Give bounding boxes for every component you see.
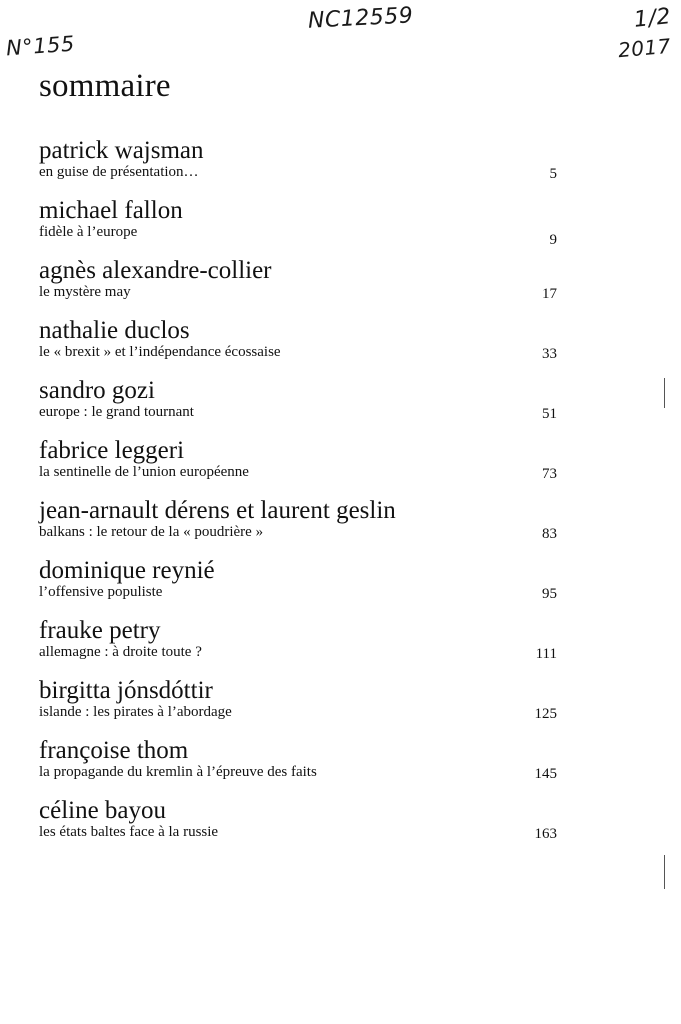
page-title: sommaire [39,68,171,104]
entry-subtitle: la sentinelle de l’union européenne [39,464,249,480]
handwritten-year: 2017 [617,33,672,63]
toc-entry [39,676,557,736]
entry-author: françoise thom [39,737,189,764]
entry-author: frauke petry [39,617,161,644]
entry-author: fabrice leggeri [39,437,185,464]
scan-speck [664,378,665,408]
entry-page-number: 17 [542,286,557,302]
scan-speck [664,855,665,889]
entry-author: sandro gozi [39,377,155,404]
entry-subtitle: allemagne : à droite toute ? [39,644,202,660]
entry-subtitle: europe : le grand tournant [39,404,194,420]
toc-entry [39,556,557,616]
entry-page-number: 163 [534,826,557,842]
entry-author: céline bayou [39,797,167,824]
entry-subtitle: les états baltes face à la russie [39,824,219,840]
toc-entry [39,736,557,796]
toc-entry [39,136,557,196]
toc-entry [39,256,557,316]
entry-page-number: 5 [549,166,557,182]
toc-entry [39,796,557,856]
entry-subtitle: fidèle à l’europe [39,224,138,240]
handwritten-issue-number: N°155 [5,31,76,61]
toc-entry [39,196,557,256]
entry-page-number: 9 [549,232,557,248]
entry-page-number: 83 [542,526,557,542]
entry-author: patrick wajsman [39,137,204,164]
entry-author: jean-arnault dérens et laurent geslin [39,497,396,524]
entry-subtitle: l’offensive populiste [39,584,163,600]
entry-page-number: 51 [542,406,557,422]
entry-subtitle: en guise de présentation… [39,164,199,180]
handwritten-catalog-number: NC12559 [307,3,414,34]
entry-author: nathalie duclos [39,317,190,344]
entry-page-number: 33 [542,346,557,362]
entry-page-number: 73 [542,466,557,482]
entry-author: michael fallon [39,197,183,224]
table-of-contents [39,136,557,856]
entry-author: dominique reynié [39,557,215,584]
entry-author: agnès alexandre-collier [39,257,272,284]
entry-author: birgitta jónsdóttir [39,677,213,704]
entry-page-number: 145 [534,766,557,782]
entry-page-number: 125 [534,706,557,722]
entry-subtitle: le « brexit » et l’indépendance écossaise [39,344,281,360]
entry-subtitle: le mystère may [39,284,131,300]
toc-entry [39,376,557,436]
toc-entry [39,436,557,496]
toc-entry [39,616,557,676]
toc-entry [39,496,557,556]
handwritten-fraction: 1/2 [632,4,673,33]
toc-entry [39,316,557,376]
entry-page-number: 95 [542,586,557,602]
entry-subtitle: islande : les pirates à l’abordage [39,704,232,720]
entry-subtitle: la propagande du kremlin à l’épreuve des faits [39,764,317,780]
entry-subtitle: balkans : le retour de la « poudrière » [39,524,264,540]
entry-page-number: 111 [535,646,557,662]
